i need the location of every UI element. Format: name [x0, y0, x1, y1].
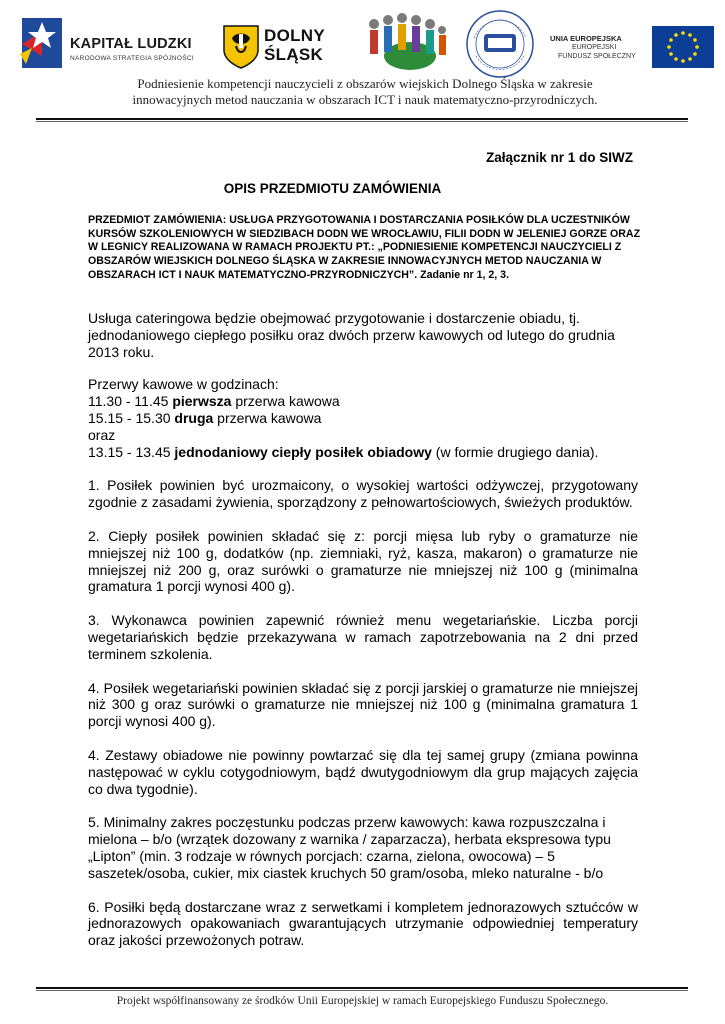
logo-bar	[0, 8, 725, 78]
break-2-time: 15.15 - 15.30	[88, 409, 175, 426]
dolny-slask-coat-of-arms-icon	[222, 24, 260, 70]
project-header	[60, 76, 670, 107]
point-6: 6. Posiłki będą dostarczane wraz z serwetkami i kompletem jednorazowych sztućców w jednorazowych opakowaniach gwarantujących utrzymanie odpowiedniej temperatury oraz jakości przewożonych potraw.	[88, 898, 638, 949]
point-5-line4: saszetek/osoba, cukier, mix ciastek kruchych 50 gram/osoba, mleko naturalne - b/o	[88, 864, 604, 881]
kapital-ludzki-emblem-icon	[18, 14, 66, 70]
eu-flag-icon	[652, 26, 714, 68]
meal-time-range: 13.15 - 13.45	[88, 443, 175, 460]
break-1-time: 11.30 - 11.45	[88, 393, 173, 410]
footer-divider	[36, 987, 688, 989]
annex-label: Załącznik nr 1 do SIWZ	[485, 150, 633, 165]
point-4: 4. Posiłek wegetariański powinien składać się z porcji jarskiej o gramaturze nie mniejszej niż 300 g oraz surówki o gramaturze nie mniejszej niż 100 g (minimalna gramatura 1 porcji wynosi 400 g).	[88, 679, 638, 730]
dolny-slask-logo	[222, 18, 342, 76]
order-subject: PRZEDMIOT ZAMÓWIENIA: USŁUGA PRZYGOTOWANIA I DOSTARCZANIA POSIŁKÓW DLA UCZESTNIKÓW KURSÓW SZKOLENIOWYCH W SIEDZIBACH DODN WE WROCŁAWIU, FILII DODN W JELENIEJ GORZE ORAZ W LEGNICY REALIZOWANA W RAMACH PROJEKTU PT.: „PODNIESIENIE KOMPETENCJI NAUCZYCIELI Z OBSZARÓW WIEJSKICH DOLNEGO ŚLĄSKA W ZAKRESIE INNOWACYJNYCH METOD NAUCZANIA W OBSZARACH ICT I NAUK MATEMATYCZNO-PRZYRODNICZYCH”. Zadanie nr 1, 2, 3.	[88, 214, 641, 281]
meal-rest: (w formie drugiego dania).	[431, 443, 599, 460]
eu-line2: EUROPEJSKI	[572, 44, 617, 51]
meal-time	[88, 444, 638, 461]
break-1	[88, 393, 638, 410]
document-body	[88, 310, 638, 949]
dolny-slask-line1: DOLNY	[264, 26, 325, 45]
dolny-slask-line2: ŚLĄSK	[264, 45, 324, 64]
point-2: 2. Ciepły posiłek powinien składać się z: porcji mięsa lub ryby o gramaturze nie mniejszej niż 100 g, dodatków (np. ziemniaki, ryż, kasza, makaron) o gramaturze nie mniejszej niż 200 g, oraz surówki o gramaturze nie mniejszej niż 100 g (minimalna gramatura 1 porcji wynosi 400 g).	[88, 527, 638, 595]
document-title: OPIS PRZEDMIOTU ZAMÓWIENIA	[223, 181, 442, 196]
break-1-rest: przerwa kawowa	[231, 393, 340, 410]
break-2-rest: przerwa kawowa	[213, 409, 322, 426]
intro-paragraph: Usługa cateringowa będzie obejmować przygotowanie i dostarczenie obiadu, tj. jednodaniowego ciepłego posiłku oraz dwóch przerw kawowych od lutego do grudnia 2013 roku.	[88, 310, 615, 360]
header-divider-thin	[36, 121, 688, 122]
dodn-logo	[460, 8, 540, 80]
point-5-line1: 5. Minimalny zakres poczęstunku podczas przerw kawowych: kawa rozpuszczalna i	[88, 814, 606, 831]
kapital-ludzki-title: KAPITAŁ LUDZKI	[70, 36, 192, 52]
break-1-label: pierwsza	[172, 393, 232, 410]
point-4b: 4. Zestawy obiadowe nie powinny powtarzać się dla tej samej grupy (zmiana powinna następować w cyklu cotygodniowym, bądź dwutygodniowym dla grup mających zajęcia co dwa tygodnie).	[88, 746, 638, 797]
breaks-heading: Przerwy kawowe w godzinach:	[88, 376, 279, 393]
point-1: 1. Posiłek powinien być urozmaicony, o wysokiej wartości odżywczej, przygotowany zgodnie z zasadami żywienia, sporządzony z pełnowartościowych, świeżych produktów.	[88, 477, 638, 511]
footer-text: Projekt współfinansowany ze środków Unii Europejskiej w ramach Europejskiego Funduszu Społecznego.	[116, 995, 609, 1007]
project-header-line2: innowacyjnych metod nauczania w obszarach ICT i nauk matematyczno-przyrodniczych.	[132, 91, 598, 107]
kapital-ludzki-subtitle: NARODOWA STRATEGIA SPÓJNOŚCI	[70, 55, 194, 62]
eu-line1: UNIA EUROPEJSKA	[550, 34, 622, 43]
breaks-oraz: oraz	[88, 426, 116, 443]
footer-divider-thin	[36, 990, 688, 991]
dodn-seal-icon	[460, 8, 540, 80]
eu-logo	[548, 22, 718, 72]
point-3: 3. Wykonawca powinien zapewnić również menu wegetariańskie. Liczba porcji wegetariańskich będzie przekazywana w ramach zapotrzebowania na 2 dni przed terminem szkolenia.	[88, 612, 638, 662]
kapital-ludzki-logo	[18, 14, 208, 76]
header-divider	[36, 118, 688, 120]
break-2	[88, 410, 638, 427]
people-group-icon	[360, 10, 450, 76]
meal-label: jednodaniowy ciepły posiłek obiadowy	[174, 443, 432, 460]
project-header-line1: Podniesienie kompetencji nauczycieli z obszarów wiejskich Dolnego Śląska w zakresie	[137, 76, 593, 91]
project-people-logo	[360, 10, 450, 76]
eu-line3: FUNDUSZ SPOŁECZNY	[558, 53, 636, 60]
point-5-line2: mielona – b/o (wrzątek dozowany z warnika / zaparzacza), herbata ekspresowa typu	[88, 831, 611, 848]
break-2-label: druga	[174, 409, 214, 426]
point-5-line3: „Lipton” (min. 3 rodzaje w równych porcjach: czarna, zielona, owocowa) – 5	[88, 847, 555, 864]
